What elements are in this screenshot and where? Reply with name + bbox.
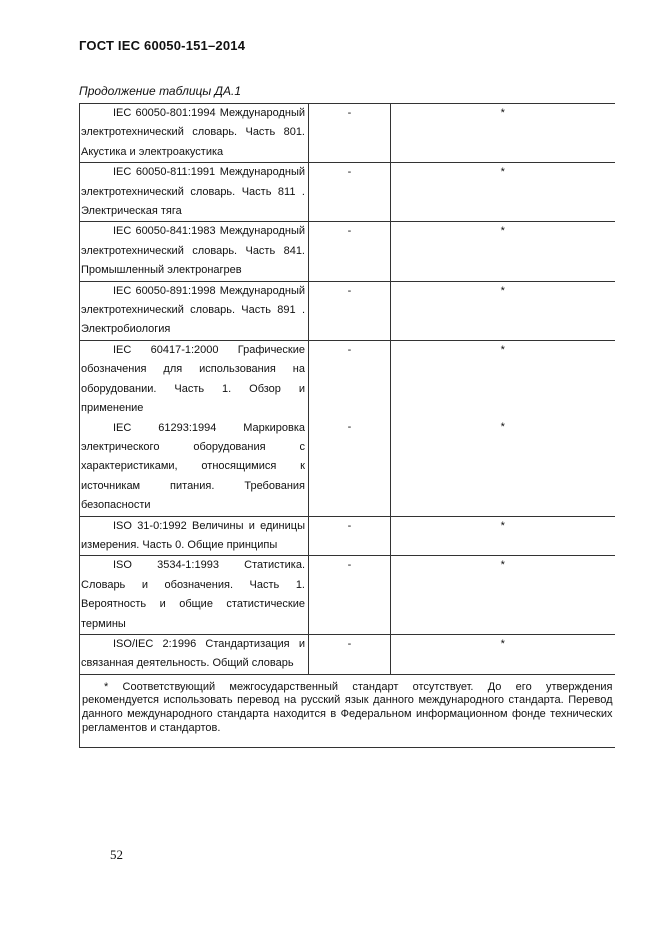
document-header: ГОСТ IEC 60050-151–2014 xyxy=(79,38,246,53)
standard-designation-and-title xyxy=(81,222,305,280)
degree-mark: - xyxy=(347,284,352,297)
degree-cell xyxy=(309,340,391,516)
table-body xyxy=(80,104,615,675)
degree-mark: - xyxy=(347,637,352,650)
spacer xyxy=(309,360,390,418)
degree-cell xyxy=(309,634,391,674)
standard-designation: ISO 31-0:1992 xyxy=(113,519,187,532)
gost-mark: * xyxy=(500,559,505,572)
table-row xyxy=(80,556,615,635)
standard-designation-and-title xyxy=(81,419,305,516)
table-row xyxy=(80,104,615,163)
degree-mark: - xyxy=(347,107,352,119)
standard-cell xyxy=(80,556,309,635)
standard-designation: IEC 60050-811:1991 xyxy=(113,166,216,179)
gost-cell xyxy=(391,516,615,556)
standard-cell xyxy=(80,281,309,340)
standard-designation-and-title xyxy=(81,163,305,221)
gost-mark: * xyxy=(500,519,505,532)
gost-cell xyxy=(391,556,615,635)
degree-cell xyxy=(309,222,391,281)
standard-designation: IEC 60050-841:1983 xyxy=(113,225,216,238)
standard-designation-and-title xyxy=(81,556,305,634)
standard-cell xyxy=(80,634,309,674)
standard-designation-and-title xyxy=(81,341,305,419)
gost-mark: * xyxy=(500,284,505,297)
degree-mark: - xyxy=(347,519,352,532)
degree-cell xyxy=(309,556,391,635)
gost-mark: * xyxy=(500,107,505,119)
standard-designation-and-title xyxy=(81,517,305,556)
standard-entry xyxy=(81,556,305,634)
standard-cell xyxy=(80,340,309,516)
standard-cell xyxy=(80,163,309,222)
standard-title: Международный электротехнический словарь. Часть 801. Акустика и электроакустика xyxy=(81,107,306,158)
standard-cell xyxy=(80,516,309,556)
standard-designation: IEC 61293:1994 xyxy=(113,421,217,434)
standard-designation-and-title xyxy=(81,104,305,162)
degree-mark: - xyxy=(347,166,352,179)
standard-title: Величины и единицы измерения. Часть 0. Общие принципы xyxy=(81,519,305,551)
degree-cell xyxy=(309,516,391,556)
table-row xyxy=(80,634,615,674)
footnote-row xyxy=(80,674,615,747)
standard-title: Международный электротехнический словарь. Часть 841. Промышленный электронагрев xyxy=(81,225,306,277)
degree-mark: - xyxy=(347,343,352,356)
standard-entry xyxy=(81,104,305,162)
standard-cell xyxy=(80,222,309,281)
table-row xyxy=(80,222,615,281)
table-row xyxy=(80,340,615,516)
spacer xyxy=(391,360,615,418)
gost-cell xyxy=(391,340,615,516)
standard-title: Статистика. Словарь и обозначения. Часть 1. Вероятность и общие статистические термины xyxy=(81,559,305,630)
table-row xyxy=(80,516,615,556)
standard-entry xyxy=(81,163,305,221)
footnote-text: Соответствующий межгосударственный стандарт отсутствует. До его утверждения рекомендуется использовать перевод на русский язык данного международного стандарта. Перевод данного международного стандарта находится в Федеральном информационном фонде технических регламентов и стандартов. xyxy=(82,680,613,734)
degree-mark: - xyxy=(347,225,352,238)
page-number: 52 xyxy=(110,847,123,862)
standard-entry xyxy=(81,341,305,419)
standard-designation: IEC 60417-1:2000 xyxy=(113,343,219,356)
standard-entry xyxy=(81,517,305,556)
standard-designation: ISO 3534-1:1993 xyxy=(113,559,219,572)
standard-designation: ISO/IEC 2:1996 xyxy=(113,637,197,650)
gost-mark: * xyxy=(500,343,505,356)
degree-mark: - xyxy=(347,421,352,434)
standard-title: Маркировка электрического оборудования с характеристиками, относящимися к источникам питания. Требования безопасности xyxy=(81,421,305,512)
standard-designation: IEC 60050-801:1994 xyxy=(113,107,216,119)
table-row xyxy=(80,281,615,340)
gost-mark: * xyxy=(500,225,505,238)
standard-designation: IEC 60050-891:1998 xyxy=(113,284,216,297)
degree-cell xyxy=(309,104,391,163)
standard-entry xyxy=(81,635,305,674)
standard-designation-and-title xyxy=(81,282,305,340)
standard-title: Международный электротехнический словарь. Часть 891 . Электробиология xyxy=(81,284,306,336)
footnote xyxy=(80,675,615,747)
standard-title: Графические обозначения для использования на оборудовании. Часть 1. Обзор и применение xyxy=(81,343,305,415)
degree-cell xyxy=(309,281,391,340)
table-caption: Продолжение таблицы ДА.1 xyxy=(79,84,242,98)
table-row xyxy=(80,163,615,222)
gost-cell xyxy=(391,222,615,281)
degree-cell xyxy=(309,163,391,222)
standard-title: Международный электротехнический словарь. Часть 811 . Электрическая тяга xyxy=(81,166,305,218)
gost-cell xyxy=(391,634,615,674)
gost-mark: * xyxy=(500,166,505,179)
gost-cell xyxy=(391,104,615,163)
footnote-marker: * xyxy=(104,680,109,693)
standards-table xyxy=(79,103,615,748)
standard-entry xyxy=(81,282,305,340)
footnote-cell xyxy=(80,674,615,747)
standard-entry xyxy=(81,419,305,516)
standard-cell xyxy=(80,104,309,163)
standard-entry xyxy=(81,222,305,280)
standard-title: Стандартизация и связанная деятельность. Общий словарь xyxy=(81,637,305,670)
gost-mark: * xyxy=(500,421,505,434)
gost-mark: * xyxy=(500,637,505,650)
standard-designation-and-title xyxy=(81,635,305,674)
gost-cell xyxy=(391,281,615,340)
gost-cell xyxy=(391,163,615,222)
degree-mark: - xyxy=(347,559,352,572)
